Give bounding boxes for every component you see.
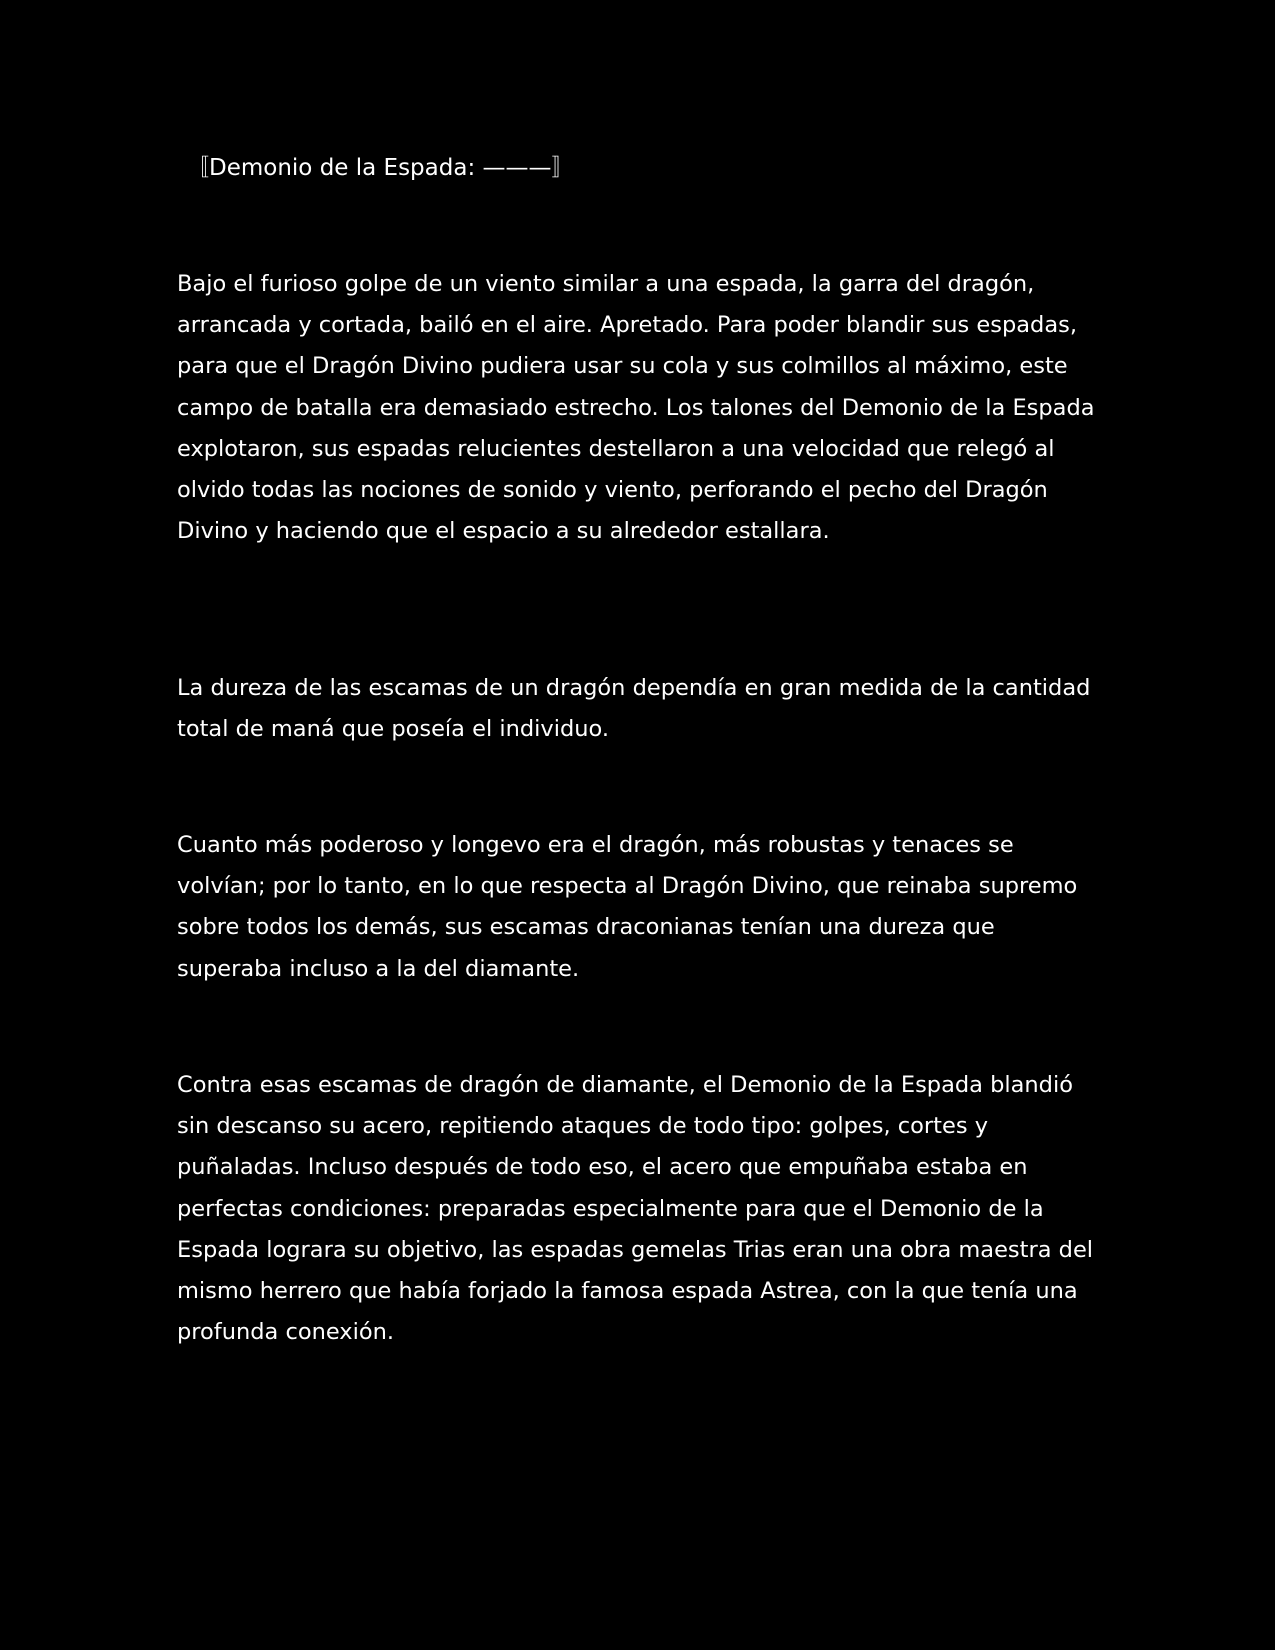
section-heading: 〚Demonio de la Espada: ———〛 <box>186 155 575 181</box>
paragraph-4: Contra esas escamas de dragón de diamante, el Demonio de la Espada blandió sin descanso su acero, repitiendo ataques de todo tipo: golpes, cortes y puñaladas. Incluso después de todo eso, el acero que empuñaba estaba en perfectas condiciones: preparadas especialmente para que el Demonio de la Espada lograra su objetivo, las espadas gemelas Trias eran una obra maestra del mismo herrero que había forjado la famosa espada Astrea, con la que tenía una profunda conexión. <box>177 1072 1094 1346</box>
paragraph-2: La dureza de las escamas de un dragón dependía en gran medida de la cantidad total de maná que poseía el individuo. <box>177 675 1091 743</box>
paragraph-1: Bajo el furioso golpe de un viento similar a una espada, la garra del dragón, arrancada y cortada, bailó en el aire. Apretado. Para poder blandir sus espadas, para que el Dragón Divino pudiera usar su cola y sus colmillos al máximo, este campo de batalla era demasiado estrecho. Los talones del Demonio de la Espada explotaron, sus espadas relucientes destellaron a una velocidad que relegó al olvido todas las nociones de sonido y viento, perforando el pecho del Dragón Divino y haciendo que el espacio a su alrededor estallara. <box>177 271 1095 545</box>
paragraph-3: Cuanto más poderoso y longevo era el dragón, más robustas y tenaces se volvían; por lo tanto, en lo que respecta al Dragón Divino, que reinaba supremo sobre todos los demás, sus escamas draconianas tenían una dureza que superaba incluso a la del diamante. <box>177 832 1078 982</box>
